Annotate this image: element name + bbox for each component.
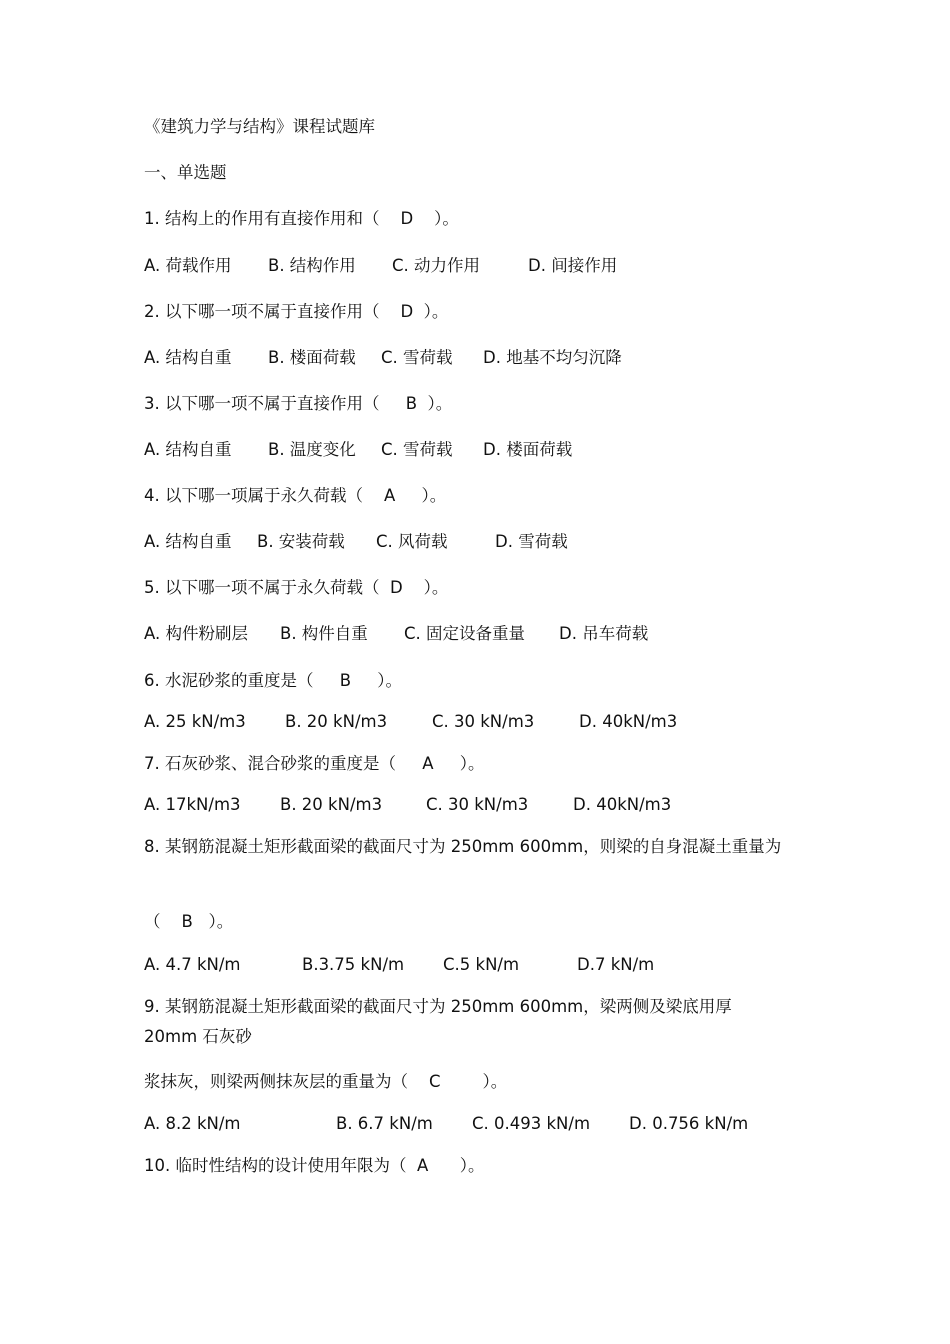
- question-7-option-a: A. 17kN/m3: [144, 795, 241, 814]
- question-4-option-b: B. 安装荷载: [257, 532, 345, 551]
- question-6-option-b: B. 20 kN/m3: [285, 712, 388, 731]
- question-6-option-d: D. 40kN/m3: [579, 712, 678, 731]
- question-3-option-b: B. 温度变化: [268, 440, 356, 459]
- question-3-option-c: C. 雪荷载: [381, 440, 453, 459]
- question-2-option-d: D. 地基不均匀沉降: [483, 348, 622, 367]
- question-5-option-d: D. 吊车荷载: [559, 624, 649, 643]
- question-9-option-b: B. 6.7 kN/m: [336, 1114, 433, 1133]
- question-6-option-a: A. 25 kN/m3: [144, 712, 246, 731]
- question-2-stem: 2. 以下哪一项不属于直接作用（ D ）。: [144, 302, 449, 321]
- question-9-option-d: D. 0.756 kN/m: [629, 1114, 749, 1133]
- question-2-option-a: A. 结构自重: [144, 348, 232, 367]
- question-3-option-a: A. 结构自重: [144, 440, 232, 459]
- question-1-stem: 1. 结构上的作用有直接作用和（ D ）。: [144, 209, 459, 228]
- question-9-option-c: C. 0.493 kN/m: [472, 1114, 591, 1133]
- question-6-option-c: C. 30 kN/m3: [432, 712, 535, 731]
- question-8-option-b: B.3.75 kN/m: [302, 955, 405, 974]
- question-9-stem: 9. 某钢筋混凝土矩形截面梁的截面尺寸为 250mm 600mm，梁两侧及梁底用厚 20mm 石灰砂: [144, 997, 732, 1046]
- question-7-option-c: C. 30 kN/m3: [426, 795, 529, 814]
- question-7-option-d: D. 40kN/m3: [573, 795, 672, 814]
- question-5-option-a: A. 构件粉刷层: [144, 624, 248, 643]
- question-5-option-c: C. 固定设备重量: [404, 624, 526, 643]
- document-title: 《建筑力学与结构》课程试题库: [144, 117, 375, 136]
- question-8-option-c: C.5 kN/m: [443, 955, 520, 974]
- question-8-option-a: A. 4.7 kN/m: [144, 955, 241, 974]
- question-5-stem: 5. 以下哪一项不属于永久荷载（ D ）。: [144, 578, 449, 597]
- question-7-option-b: B. 20 kN/m3: [280, 795, 383, 814]
- question-1-option-c: C. 动力作用: [392, 256, 481, 275]
- question-4-option-c: C. 风荷载: [376, 532, 448, 551]
- question-6-stem: 6. 水泥砂浆的重度是（ B ）。: [144, 671, 403, 690]
- question-10-stem: 10. 临时性结构的设计使用年限为（ A ）。: [144, 1156, 485, 1175]
- question-1-option-a: A. 荷载作用: [144, 256, 232, 275]
- question-4-option-d: D. 雪荷载: [495, 532, 568, 551]
- question-3-stem: 3. 以下哪一项不属于直接作用（ B ）。: [144, 394, 453, 413]
- question-7-stem: 7. 石灰砂浆、混合砂浆的重度是（ A ）。: [144, 754, 485, 773]
- question-4-stem: 4. 以下哪一项属于永久荷载（ A ）。: [144, 486, 447, 505]
- question-1-option-d: D. 间接作用: [528, 256, 618, 275]
- question-2-option-b: B. 楼面荷载: [268, 348, 356, 367]
- section-heading: 一、单选题: [144, 163, 227, 182]
- question-4-option-a: A. 结构自重: [144, 532, 232, 551]
- question-3-option-d: D. 楼面荷载: [483, 440, 573, 459]
- question-9-option-a: A. 8.2 kN/m: [144, 1114, 241, 1133]
- question-2-option-c: C. 雪荷载: [381, 348, 453, 367]
- question-8-stem-continued: （ B ）。: [144, 912, 234, 931]
- question-9-stem-continued: 浆抹灰，则梁两侧抹灰层的重量为（ C ）。: [144, 1072, 508, 1091]
- question-5-option-b: B. 构件自重: [280, 624, 368, 643]
- question-8-option-d: D.7 kN/m: [577, 955, 655, 974]
- question-8-stem: 8. 某钢筋混凝土矩形截面梁的截面尺寸为 250mm 600mm，则梁的自身混凝土重量为: [144, 837, 782, 856]
- question-1-option-b: B. 结构作用: [268, 256, 356, 275]
